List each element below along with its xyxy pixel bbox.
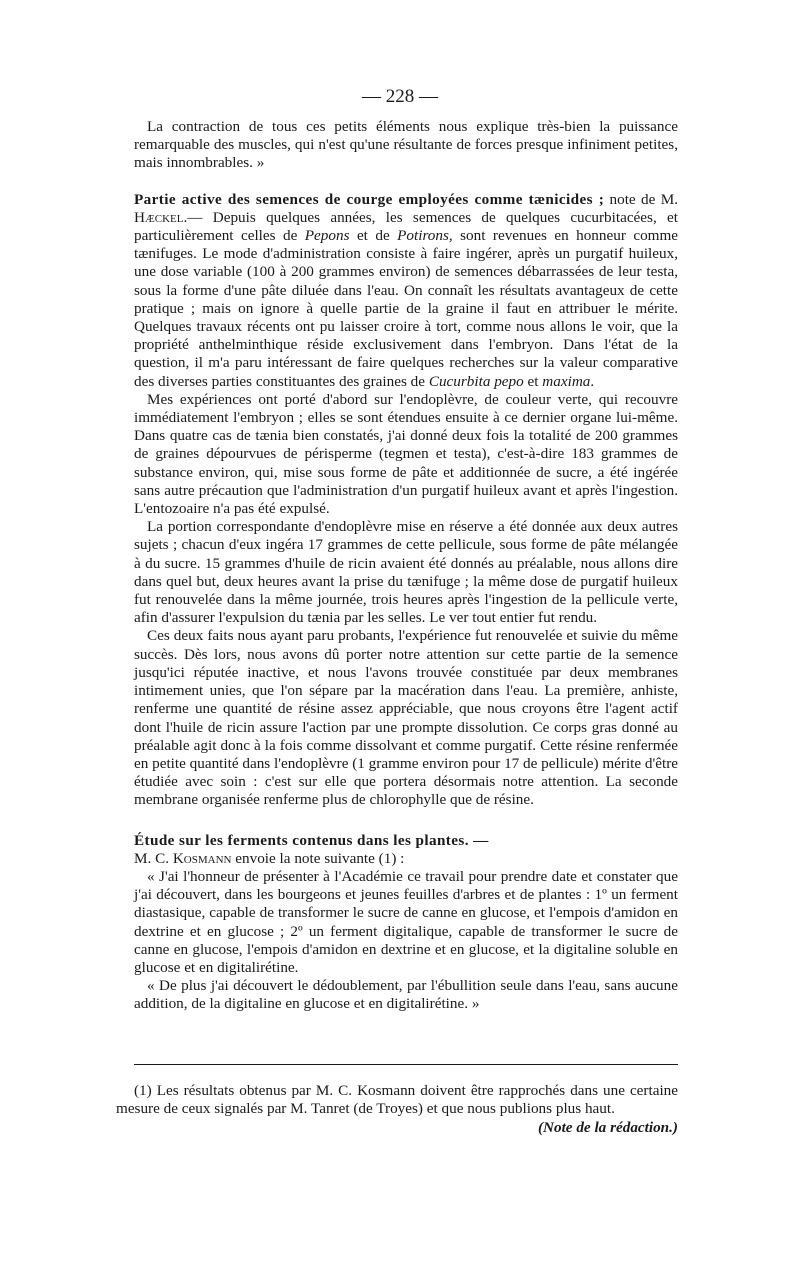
- intro-paragraph: La contraction de tous ces petits éléments nous explique très-bien la puissance remarquable des muscles, qui n'est qu'une résultante de forces presque infiniment petites, mais innombrables. »: [134, 118, 678, 172]
- section1-note-pre: note de M.: [609, 190, 678, 208]
- section1-heading: Partie active des semences de courge employées comme tænicides ;: [134, 190, 605, 208]
- section2-author: Kosmann: [172, 849, 232, 867]
- section1-paragraph-2: Mes expériences ont porté d'abord sur l'endoplèvre, de couleur verte, qui recouvre immédiatement l'embryon ; elles se sont étendues ensuite à ce dernier organe lui-même. Dans quatre cas de tænia bien constatés, j'ai donné deux fois la totalité de 200 grammes de graines dépourvues de périsperme (tegmen et testa), c'est-à-dire 183 grammes de substance environ, qui, mise sous forme de pâte et additionnée de sucre, a été ingérée sans autre précaution que l'administration d'un purgatif huileux avant et après l'ingestion. L'entozoaire n'a pas été expulsé.: [134, 390, 678, 518]
- section1-author: Hæckel.: [134, 208, 188, 226]
- footnote-divider: [134, 1064, 678, 1065]
- body-text: [134, 118, 678, 1014]
- section1-p1-italic-cucurbita: Cucurbita pepo: [428, 372, 524, 390]
- section1-paragraph-3: La portion correspondante d'endoplèvre mise en réserve a été donnée aux deux autres sujets ; chacun d'eux ingéra 17 grammes de cette pellicule, sous forme de pâte mélangée à du sucre. 15 grammes d'huile de ricin avaient été donnés au préalable, nous allons dire dans quel but, deux heures avant la prise du tænifuge ; la même dose de purgatif huileux fut renouvelée dans la même journée, trois heures après l'ingestion de la pellicule verte, afin d'assurer l'expulsion du tænia par les selles. Le ver tout entier fut rendu.: [134, 518, 678, 627]
- footnote-paragraph: [116, 1082, 678, 1136]
- section1-paragraph-1: [134, 191, 678, 391]
- section2-heading: Étude sur les ferments contenus dans les plantes. —: [134, 831, 489, 849]
- section2-intro: envoie la note suivante (1) :: [235, 849, 405, 867]
- footnote: [116, 1082, 678, 1137]
- section1-p1-italic-maxima: maxima: [542, 372, 591, 390]
- section1-p1-text-e: .: [590, 372, 595, 390]
- section1-p1-text-c: , sont revenues en honneur comme tænifuges. Le mode d'administration consiste à faire ingérer, après un purgatif huileux, une dose variable (100 à 200 grammes environ) de semences débarrassées de leur testa, sous la forme d'une pâte diluée dans l'eau. On connaît les résultats avantageux de cette pratique ; mais on ignore à quelle partie de la graine il faut en attribuer le mérite. Quelques travaux récents ont pu laisser croire à tort, comme nous allons le voir, que la propriété anthelminthique réside exclusivement dans l'embryon. Dans l'état de la question, il m'a paru intéressant de faire quelques recherches sur la valeur comparative des diverses parties constituantes des graines de: [134, 227, 679, 390]
- section2-author-pre: M. C.: [134, 849, 170, 867]
- section1-p1-italic-potirons: Potirons: [397, 227, 449, 245]
- footnote-signature: (Note de la rédaction.): [537, 1118, 678, 1136]
- section1-paragraph-4: Ces deux faits nous ayant paru probants, l'expérience fut renouvelée et suivie du même succès. Dès lors, nous avons dû porter notre attention sur cette partie de la semence jusqu'ici réputée inactive, et nous l'avons trouvée constituée par deux membranes intimement unies, que l'on sépare par la macération dans l'eau. La première, anhiste, renferme une quantité de résine assez appréciable, que nous croyons être l'agent actif dont l'huile de ricin assure l'action par une prompte dissolution. Ce corps gras donné au préalable agit donc à la fois comme dissolvant et comme purgatif. Cette résine renfermée en petite quantité dans l'endoplèvre (1 gramme environ pour 17 de pellicule) mérite d'être étudiée avec soin : c'est sur elle que portera désormais notre attention. La seconde membrane organisée renferme plus de chlorophylle que de résine.: [134, 627, 679, 809]
- section1-p1-text-a: — Depuis quelques années, les semences de quelques cucurbitacées, et particulièrement celles de: [134, 208, 678, 245]
- section2-paragraph-2: « De plus j'ai découvert le dédoublement, par l'ébullition seule dans l'eau, sans aucune addition, de la digitaline en glucose et en digitalirétine. »: [134, 977, 678, 1013]
- footnote-text: (1) Les résultats obtenus par M. C. Kosmann doivent être rapprochés dans une certaine mesure de ceux signalés par M. Tanret (de Troyes) et que nous publions plus haut.: [116, 1082, 678, 1118]
- section2-paragraph-1: « J'ai l'honneur de présenter à l'Académie ce travail pour prendre date et constater que j'ai découvert, dans les bourgeons et jeunes feuilles d'arbres et de plantes : 1º un ferment diastasique, capable de transformer le sucre de canne en glucose, et l'empois d'amidon en dextrine et en glucose ; 2º un ferment digitalique, capable de transformer le sucre de canne en glucose, l'empois d'amidon en dextrine et en glucose, et la digitaline soluble en glucose et en digitalirétine.: [134, 867, 678, 976]
- section1-p1-italic-pepons: Pepons: [304, 227, 350, 245]
- section2-heading-line: [134, 832, 678, 868]
- section1-p1-text-d: et: [527, 372, 539, 390]
- page-number: — 228 —: [362, 86, 438, 107]
- section1-p1-text-b: et de: [356, 227, 390, 245]
